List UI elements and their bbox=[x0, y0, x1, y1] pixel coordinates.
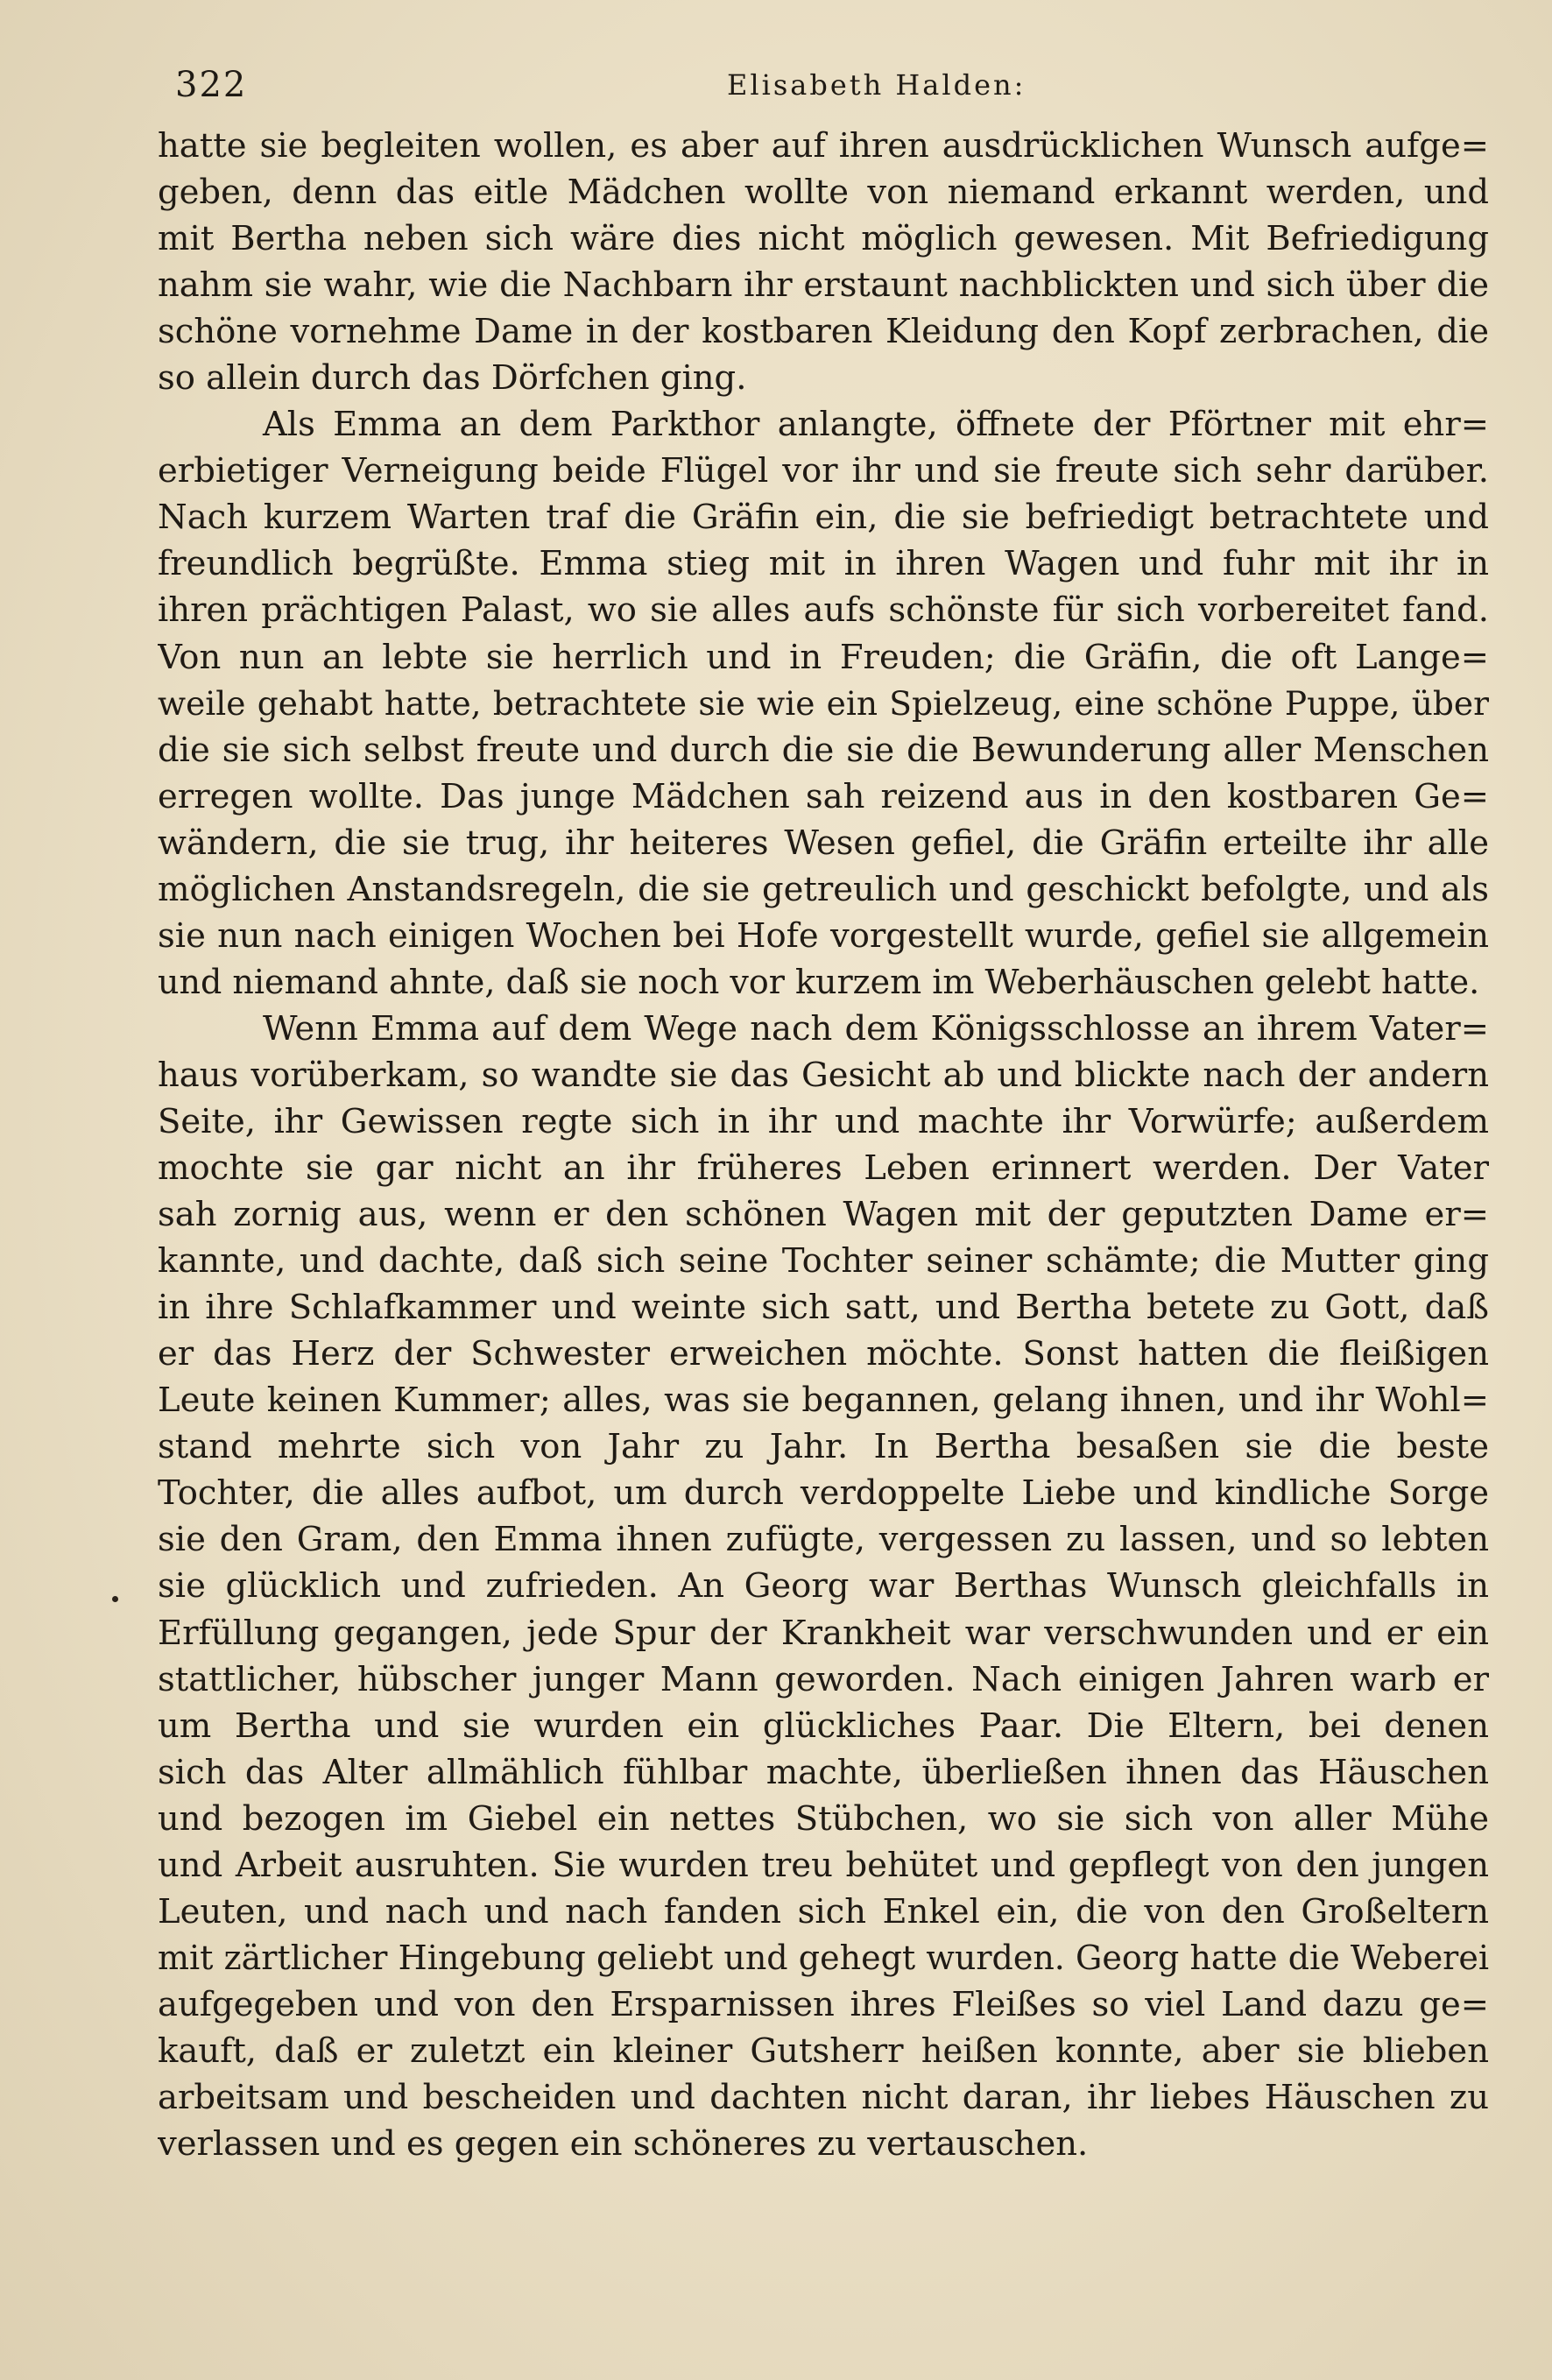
text-line: sie glücklich und zufrieden. An Georg war Berthas Wunsch gleichfalls in bbox=[158, 1566, 1489, 1607]
text-line: Als Emma an dem Parkthor anlangte, öffnete der Pförtner mit ehr= bbox=[263, 405, 1489, 445]
text-line: geben, denn das eitle Mädchen wollte von niemand erkannt werden, und bbox=[158, 173, 1489, 213]
text-line: freundlich begrüßte. Emma stieg mit in ihren Wagen und fuhr mit ihr in bbox=[158, 544, 1489, 584]
text-line: weile gehabt hatte, betrachtete sie wie ein Spielzeug, eine schöne Puppe, über bbox=[158, 683, 1489, 723]
text-line: mochte sie gar nicht an ihr früheres Leben erinnert werden. Der Vater bbox=[158, 1148, 1489, 1189]
text-line: und niemand ahnte, daß sie noch vor kurzem im Weberhäuschen gelebt hatte. bbox=[158, 962, 1480, 1001]
text-line: in ihre Schlafkammer und weinte sich satt, und Bertha betete zu Gott, daß bbox=[158, 1288, 1489, 1328]
text-line: aufgegeben und von den Ersparnissen ihres Fleißes so viel Land dazu ge= bbox=[158, 1984, 1489, 2024]
text-line: ihren prächtigen Palast, wo sie alles aufs schönste für sich vorbereitet fand. bbox=[158, 590, 1489, 631]
text-line: arbeitsam und bescheiden und dachten nicht daran, ihr liebes Häuschen zu bbox=[158, 2077, 1489, 2117]
text-line: sah zornig aus, wenn er den schönen Wagen mit der geputzten Dame er= bbox=[158, 1195, 1489, 1235]
text-line: wändern, die sie trug, ihr heiteres Wesen gefiel, die Gräfin erteilte ihr alle bbox=[158, 823, 1489, 863]
margin-mark bbox=[112, 1596, 118, 1602]
text-line: stattlicher, hübscher junger Mann geworden. Nach einigen Jahren warb er bbox=[158, 1659, 1489, 1699]
text-line: sich das Alter allmählich fühlbar machte, überließen ihnen das Häuschen bbox=[158, 1752, 1489, 1792]
page-number: 322 bbox=[175, 65, 248, 105]
text-line: Leute keinen Kummer; alles, was sie begannen, gelang ihnen, und ihr Wohl= bbox=[158, 1381, 1489, 1421]
text-line: sie nun nach einigen Wochen bei Hofe vorgestellt wurde, gefiel sie allgemein bbox=[158, 915, 1489, 956]
text-line: schöne vornehme Dame in der kostbaren Kleidung den Kopf zerbrachen, die bbox=[158, 312, 1489, 352]
text-line: Seite, ihr Gewissen regte sich in ihr und machte ihr Vorwürfe; außerdem bbox=[158, 1101, 1489, 1141]
text-line: und bezogen im Giebel ein nettes Stübchen, wo sie sich von aller Mühe bbox=[158, 1798, 1489, 1839]
text-line: Tochter, die alles aufbot, um durch verdoppelte Liebe und kindliche Sorge bbox=[158, 1473, 1489, 1514]
body-text bbox=[158, 123, 1489, 2167]
text-line: stand mehrte sich von Jahr zu Jahr. In Bertha besaßen sie die beste bbox=[158, 1427, 1489, 1467]
text-line: er das Herz der Schwester erweichen möchte. Sonst hatten die fleißigen bbox=[158, 1334, 1489, 1374]
text-line: die sie sich selbst freute und durch die sie die Bewunderung aller Menschen bbox=[158, 730, 1489, 770]
text-line: mit Bertha neben sich wäre dies nicht möglich gewesen. Mit Befriedigung bbox=[158, 219, 1489, 259]
page-header bbox=[171, 65, 1485, 109]
text-line: Nach kurzem Warten traf die Gräfin ein, die sie befriedigt betrachtete und bbox=[158, 498, 1489, 538]
text-line: nahm sie wahr, wie die Nachbarn ihr erstaunt nachblickten und sich über die bbox=[158, 265, 1489, 306]
text-line: kauft, daß er zuletzt ein kleiner Gutsherr heißen konnte, aber sie blieben bbox=[158, 2030, 1489, 2071]
text-line: kannte, und dachte, daß sich seine Tochter seiner schämte; die Mutter ging bbox=[158, 1241, 1489, 1282]
text-line: sie den Gram, den Emma ihnen zufügte, vergessen zu lassen, und so lebten bbox=[158, 1520, 1489, 1560]
text-line: Von nun an lebte sie herrlich und in Freuden; die Gräfin, die oft Lange= bbox=[158, 637, 1489, 677]
running-head: Elisabeth Halden: bbox=[727, 68, 1026, 102]
text-line: mit zärtlicher Hingebung geliebt und gehegt wurden. Georg hatte die Weberei bbox=[158, 1938, 1489, 1977]
text-line: Leuten, und nach und nach fanden sich Enkel ein, die von den Großeltern bbox=[158, 1891, 1489, 1932]
text-line: erbietiger Verneigung beide Flügel vor ihr und sie freute sich sehr darüber. bbox=[158, 451, 1489, 491]
text-line: um Bertha und sie wurden ein glückliches Paar. Die Eltern, bei denen bbox=[158, 1706, 1489, 1746]
text-line: erregen wollte. Das junge Mädchen sah reizend aus in den kostbaren Ge= bbox=[158, 776, 1489, 816]
text-line: Erfüllung gegangen, jede Spur der Krankheit war verschwunden und er ein bbox=[158, 1613, 1489, 1653]
text-line: und Arbeit ausruhten. Sie wurden treu behütet und gepflegt von den jungen bbox=[158, 1845, 1489, 1885]
text-line: verlassen und es gegen ein schöneres zu vertauschen. bbox=[158, 2124, 1089, 2165]
text-line: haus vorüberkam, so wandte sie das Gesicht ab und blickte nach der andern bbox=[158, 1055, 1489, 1095]
text-line: hatte sie begleiten wollen, es aber auf ihren ausdrücklichen Wunsch aufge= bbox=[158, 126, 1489, 166]
text-line: möglichen Anstandsregeln, die sie getreulich und geschickt befolgte, und als bbox=[158, 869, 1489, 909]
text-line: so allein durch das Dörfchen ging. bbox=[158, 358, 747, 399]
text-line: Wenn Emma auf dem Wege nach dem Königsschlosse an ihrem Vater= bbox=[263, 1008, 1489, 1049]
